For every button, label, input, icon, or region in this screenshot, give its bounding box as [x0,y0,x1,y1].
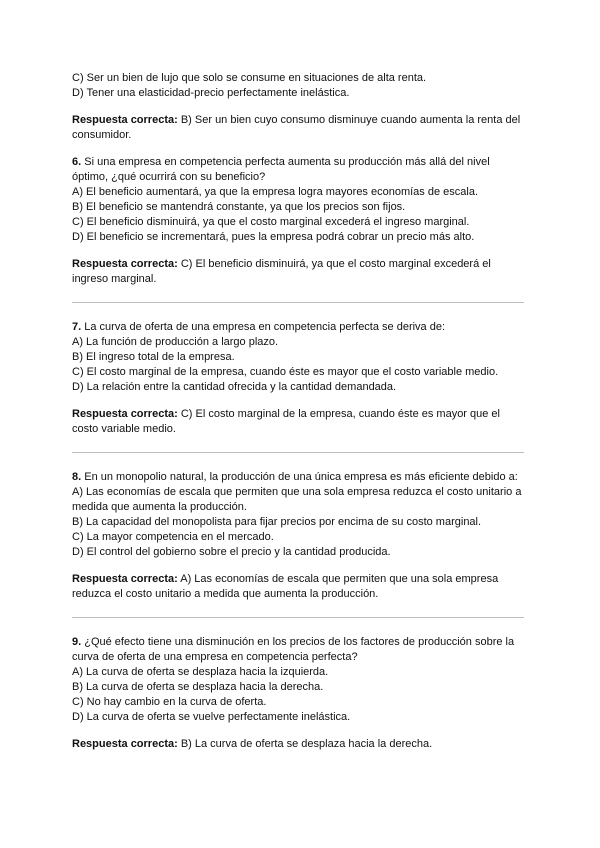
option-c: C) La mayor competencia en el mercado. [72,531,274,543]
answer-text: A) Las economías de escala que permiten que una sola empresa [177,573,499,585]
option-d: D) El control del gobierno sobre el precio y la cantidad producida. [72,546,391,558]
option-b: B) El beneficio se mantendrá constante, ya que los precios son fijos. [72,201,406,213]
option-c: C) No hay cambio en la curva de oferta. [72,696,267,708]
option-a: A) Las economías de escala que permiten que una sola empresa reduzca el costo unitario a [72,486,522,498]
answer-text: B) La curva de oferta se desplaza hacia la derecha. [177,738,433,750]
answer-text-continued: consumidor. [72,129,132,141]
answer-label: Respuesta correcta: [72,258,178,270]
answer-block [72,737,528,752]
option-a: A) La función de producción a largo plazo. [72,336,279,348]
question-number: 8. [72,471,82,483]
question-5-tail [72,71,528,143]
question-number: 6. [72,156,82,168]
option-d: D) La curva de oferta se vuelve perfectamente inelástica. [72,711,351,723]
answer-label: Respuesta correcta: [72,408,178,420]
question-text-continued: curva de oferta de una empresa en competencia perfecta? [72,651,358,663]
option-b: B) La curva de oferta se desplaza hacia la derecha. [72,681,324,693]
option-c: C) El beneficio disminuirá, ya que el costo marginal excederá el ingreso marginal. [72,216,470,228]
option-a-continued: medida que aumenta la producción. [72,501,247,513]
question-8 [72,470,528,602]
answer-text: B) Ser un bien cuyo consumo disminuye cuando aumenta la renta del [177,114,521,126]
answer-label: Respuesta correcta: [72,114,178,126]
answer-text-continued: ingreso marginal. [72,273,157,285]
question-text: En un monopolio natural, la producción de una única empresa es más eficiente debido a: [81,471,518,483]
question-6 [72,155,528,287]
question-text-continued: óptimo, ¿qué ocurrirá con su beneficio? [72,171,266,183]
option-b: B) La capacidad del monopolista para fijar precios por encima de su costo marginal. [72,516,482,528]
option-b: B) El ingreso total de la empresa. [72,351,235,363]
answer-text-continued: reduzca el costo unitario a medida que aumenta la producción. [72,588,379,600]
question-7 [72,320,528,437]
question-number: 7. [72,321,82,333]
answer-text-continued: costo variable medio. [72,423,176,435]
option-d: D) El beneficio se incrementará, pues la empresa podrá cobrar un precio más alto. [72,231,475,243]
question-number: 9. [72,636,82,648]
answer-block [72,113,528,143]
answer-label: Respuesta correcta: [72,573,178,585]
option-d: D) Tener una elasticidad-precio perfectamente inelástica. [72,87,350,99]
answer-block [72,572,528,602]
answer-text: C) El costo marginal de la empresa, cuando éste es mayor que el [177,408,500,420]
answer-block [72,257,528,287]
question-text: ¿Qué efecto tiene una disminución en los precios de los factores de producción sobre la [81,636,515,648]
option-d: D) La relación entre la cantidad ofrecida y la cantidad demandada. [72,381,397,393]
answer-text: C) El beneficio disminuirá, ya que el costo marginal excederá el [177,258,491,270]
option-a: A) El beneficio aumentará, ya que la empresa logra mayores economías de escala. [72,186,478,198]
question-text: La curva de oferta de una empresa en competencia perfecta se deriva de: [81,321,446,333]
answer-block [72,407,528,437]
answer-label: Respuesta correcta: [72,738,178,750]
option-c: C) El costo marginal de la empresa, cuando éste es mayor que el costo variable medio. [72,366,499,378]
option-c: C) Ser un bien de lujo que solo se consume en situaciones de alta renta. [72,72,427,84]
document-page [72,71,528,752]
question-text: Si una empresa en competencia perfecta aumenta su producción más allá del nivel [81,156,490,168]
question-9 [72,635,528,752]
option-a: A) La curva de oferta se desplaza hacia la izquierda. [72,666,329,678]
